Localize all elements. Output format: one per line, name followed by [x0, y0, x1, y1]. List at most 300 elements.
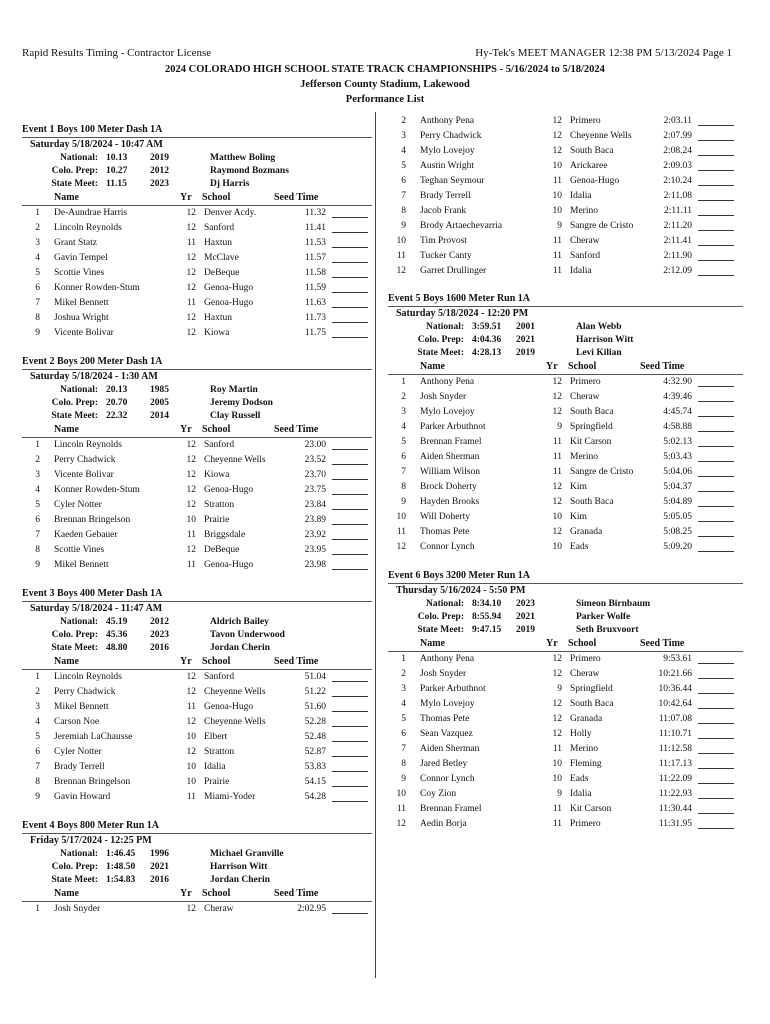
seed-time: 23.89: [304, 515, 326, 525]
write-in-line: [698, 452, 734, 462]
event-block: [22, 354, 372, 573]
school-name: Prairie: [204, 515, 230, 525]
table-row: [22, 790, 372, 805]
write-in-line: [332, 328, 368, 338]
table-row: [22, 236, 372, 251]
table-row: [388, 510, 743, 525]
seed-time: 5:05.05: [663, 512, 692, 522]
place-number: 12: [396, 819, 406, 829]
record-holder: Harrison Witt: [576, 335, 634, 345]
school-header: School: [202, 888, 231, 899]
record-mark: 1:54.83: [106, 875, 136, 885]
table-row: [388, 802, 743, 817]
athlete-year: 11: [186, 560, 196, 570]
athlete-year: 11: [186, 298, 196, 308]
athlete-year: 9: [557, 789, 562, 799]
write-in-line: [332, 500, 368, 510]
athlete-year: 11: [186, 792, 196, 802]
seed-time: 2:03.11: [663, 116, 692, 126]
place-number: 9: [401, 774, 406, 784]
write-in-line: [698, 819, 734, 829]
athlete-name: Brennan Framel: [420, 804, 482, 814]
license-text: Rapid Results Timing - Contractor License: [22, 47, 212, 59]
record-holder: Levi Kilian: [576, 348, 622, 358]
athlete-name: William Wilson: [420, 467, 481, 477]
record-year: 2014: [150, 411, 169, 421]
table-row: [22, 775, 372, 790]
write-in-line: [698, 714, 734, 724]
write-in-line: [332, 313, 368, 323]
seed-time: 51.22: [304, 687, 326, 697]
seed-time: 11.58: [304, 268, 326, 278]
athlete-year: 10: [552, 206, 562, 216]
school-name: Springfield: [570, 684, 613, 694]
school-name: Merino: [570, 452, 598, 462]
record-year: 2023: [516, 599, 535, 609]
column-header: [22, 423, 372, 438]
place-number: 6: [35, 283, 40, 293]
seed-time: 11:17.13: [658, 759, 692, 769]
table-row: [22, 700, 372, 715]
athlete-name: Cyler Notter: [54, 747, 102, 757]
write-in-line: [332, 268, 368, 278]
place-number: 4: [35, 485, 40, 495]
place-number: 6: [401, 452, 406, 462]
athlete-year: 10: [186, 762, 196, 772]
write-in-line: [698, 497, 734, 507]
write-in-line: [332, 470, 368, 480]
table-row: [388, 525, 743, 540]
place-number: 3: [35, 238, 40, 248]
place-number: 3: [35, 702, 40, 712]
athlete-name: Lincoln Reynolds: [54, 440, 122, 450]
place-number: 7: [35, 762, 40, 772]
yr-header: Yr: [180, 888, 192, 899]
athlete-name: Grant Statz: [54, 238, 98, 248]
session-time: Saturday 5/18/2024 - 10:47 AM: [22, 137, 372, 152]
event-title: Event 1 Boys 100 Meter Dash 1A: [22, 124, 163, 135]
athlete-year: 12: [552, 729, 562, 739]
write-in-line: [698, 512, 734, 522]
write-in-line: [332, 702, 368, 712]
athlete-name: Brady Terrell: [54, 762, 105, 772]
athlete-name: Mikel Bennett: [54, 702, 109, 712]
write-in-line: [332, 223, 368, 233]
athlete-name: Brennan Framel: [420, 437, 482, 447]
athlete-year: 12: [552, 654, 562, 664]
place-number: 3: [35, 470, 40, 480]
seed-time: 11:12.58: [658, 744, 692, 754]
write-in-line: [332, 777, 368, 787]
athlete-name: Vicente Bolivar: [54, 328, 114, 338]
table-row: [22, 528, 372, 543]
athlete-year: 11: [552, 236, 562, 246]
school-name: Sanford: [204, 223, 235, 233]
record-mark: 8:55.94: [472, 612, 502, 622]
table-row: [22, 715, 372, 730]
school-name: Primero: [570, 819, 601, 829]
athlete-name: Perry Chadwick: [54, 455, 116, 465]
school-name: Cheraw: [570, 392, 600, 402]
write-in-line: [698, 684, 734, 694]
meet-title: 2024 COLORADO HIGH SCHOOL STATE TRACK CHAMPIONSHIPS - 5/16/2024 to 5/18/2024: [165, 64, 605, 75]
athlete-year: 11: [186, 702, 196, 712]
table-row: [22, 468, 372, 483]
place-number: 12: [396, 266, 406, 276]
athlete-name: Josh Snyder: [420, 669, 467, 679]
school-name: Granada: [570, 714, 603, 724]
place-number: 9: [35, 792, 40, 802]
table-row: [388, 757, 743, 772]
record-year: 2005: [150, 398, 169, 408]
athlete-name: Kaeden Gebauer: [54, 530, 118, 540]
place-number: 4: [401, 699, 406, 709]
place-number: 10: [396, 512, 406, 522]
record-row: [22, 848, 372, 861]
place-number: 8: [35, 777, 40, 787]
athlete-year: 9: [557, 422, 562, 432]
record-holder: Roy Martin: [210, 385, 258, 395]
athlete-year: 11: [552, 266, 562, 276]
record-label: Colo. Prep:: [417, 612, 464, 622]
school-header: School: [202, 192, 231, 203]
school-name: Cheraw: [204, 904, 234, 914]
record-holder: Parker Wolfe: [576, 612, 631, 622]
seed-time: 4:39.46: [663, 392, 692, 402]
athlete-year: 11: [186, 238, 196, 248]
athlete-name: Anthony Pena: [420, 377, 475, 387]
place-number: 1: [401, 654, 406, 664]
seed-time: 10:21.66: [658, 669, 692, 679]
seed-time: 23.75: [304, 485, 326, 495]
write-in-line: [698, 804, 734, 814]
write-in-line: [698, 527, 734, 537]
athlete-year: 12: [186, 283, 196, 293]
column-header: [22, 887, 372, 902]
venue: Jefferson County Stadium, Lakewood: [300, 79, 470, 90]
table-row: [388, 667, 743, 682]
athlete-year: 11: [552, 251, 562, 261]
athlete-year: 11: [552, 744, 562, 754]
record-row: [388, 611, 743, 624]
record-year: 2012: [150, 617, 169, 627]
record-label: National:: [60, 153, 98, 163]
record-label: State Meet:: [417, 625, 464, 635]
column-header: [388, 637, 743, 652]
athlete-name: Aiden Sherman: [420, 744, 480, 754]
record-row: [22, 642, 372, 655]
table-row: [388, 772, 743, 787]
athlete-name: Parker Arbuthnot: [420, 684, 486, 694]
record-mark: 1:46.45: [106, 849, 136, 859]
athlete-name: Thomas Pete: [420, 714, 470, 724]
athlete-year: 12: [552, 527, 562, 537]
athlete-year: 10: [552, 542, 562, 552]
spacer: [388, 555, 743, 568]
record-row: [388, 334, 743, 347]
write-in-line: [698, 251, 734, 261]
seed-time: 11.53: [304, 238, 326, 248]
table-row: [388, 817, 743, 832]
record-year: 2001: [516, 322, 535, 332]
column-divider: [375, 112, 376, 978]
seed-time: 10:42.64: [658, 699, 692, 709]
school-name: Genoa-Hugo: [204, 702, 254, 712]
record-label: State Meet:: [51, 179, 98, 189]
place-number: 8: [401, 482, 406, 492]
seed-time: 54.28: [304, 792, 326, 802]
left-column: [22, 114, 372, 917]
place-number: 8: [35, 313, 40, 323]
record-year: 2023: [150, 179, 169, 189]
athlete-year: 12: [186, 717, 196, 727]
record-year: 2019: [516, 625, 535, 635]
school-name: Cheraw: [570, 669, 600, 679]
school-name: Sanford: [570, 251, 601, 261]
write-in-line: [698, 669, 734, 679]
place-number: 4: [35, 253, 40, 263]
record-year: 2019: [150, 153, 169, 163]
school-name: South Baca: [570, 146, 614, 156]
athlete-year: 12: [186, 747, 196, 757]
school-name: Sangre de Cristo: [570, 221, 634, 231]
school-header: School: [568, 638, 597, 649]
school-name: Sangre de Cristo: [570, 467, 634, 477]
school-name: Prairie: [204, 777, 230, 787]
place-number: 1: [35, 672, 40, 682]
seed-time: 2:11.11: [663, 206, 692, 216]
seed-time: 23.70: [304, 470, 326, 480]
school-name: Kiowa: [204, 328, 230, 338]
school-name: Miami-Yoder: [204, 792, 256, 802]
spacer: [22, 573, 372, 586]
athlete-name: Mylo Lovejoy: [420, 699, 475, 709]
athlete-year: 12: [186, 904, 196, 914]
athlete-year: 12: [186, 470, 196, 480]
athlete-year: 12: [552, 407, 562, 417]
seed-header: Seed Time: [274, 192, 319, 203]
seed-time: 2:02.95: [297, 904, 326, 914]
record-year: 2019: [516, 348, 535, 358]
write-in-line: [698, 437, 734, 447]
athlete-name: Coy Zion: [420, 789, 457, 799]
table-row: [22, 543, 372, 558]
seed-time: 11:31.95: [658, 819, 692, 829]
record-label: National:: [60, 617, 98, 627]
athlete-year: 12: [186, 313, 196, 323]
athlete-year: 12: [552, 714, 562, 724]
record-year: 2021: [516, 335, 535, 345]
table-row: [388, 787, 743, 802]
seed-time: 51.60: [304, 702, 326, 712]
write-in-line: [698, 131, 734, 141]
write-in-line: [698, 699, 734, 709]
school-name: Genoa-Hugo: [204, 283, 254, 293]
record-row: [22, 397, 372, 410]
record-year: 2021: [516, 612, 535, 622]
write-in-line: [332, 792, 368, 802]
write-in-line: [698, 729, 734, 739]
athlete-year: 10: [552, 512, 562, 522]
school-name: Idalia: [570, 789, 592, 799]
event-title: Event 4 Boys 800 Meter Run 1A: [22, 820, 160, 831]
athlete-year: 10: [552, 191, 562, 201]
seed-time: 2:10.24: [663, 176, 692, 186]
record-mark: 10.13: [106, 153, 128, 163]
record-label: State Meet:: [51, 875, 98, 885]
place-number: 6: [35, 515, 40, 525]
record-row: [388, 347, 743, 360]
table-row: [388, 697, 743, 712]
school-name: Cheyenne Wells: [204, 687, 266, 697]
place-number: 10: [396, 236, 406, 246]
table-row: [388, 450, 743, 465]
record-label: National:: [60, 385, 98, 395]
record-year: 2012: [150, 166, 169, 176]
record-mark: 20.13: [106, 385, 128, 395]
seed-time: 11.63: [304, 298, 326, 308]
write-in-line: [698, 654, 734, 664]
athlete-year: 11: [552, 176, 562, 186]
school-name: Kim: [570, 482, 587, 492]
write-in-line: [698, 161, 734, 171]
school-name: Stratton: [204, 747, 235, 757]
school-name: Primero: [570, 116, 601, 126]
athlete-name: Joshua Wright: [54, 313, 109, 323]
athlete-name: De-Aundrae Harris: [54, 208, 128, 218]
seed-time: 23.52: [304, 455, 326, 465]
record-year: 1996: [150, 849, 169, 859]
athlete-name: Will Doherty: [420, 512, 471, 522]
athlete-year: 12: [186, 268, 196, 278]
athlete-year: 11: [186, 530, 196, 540]
event-title: Event 6 Boys 3200 Meter Run 1A: [388, 570, 531, 581]
athlete-name: Mikel Bennett: [54, 298, 109, 308]
athlete-name: Parker Arbuthnot: [420, 422, 486, 432]
place-number: 11: [396, 804, 406, 814]
record-holder: Jeremy Dodson: [210, 398, 273, 408]
school-name: Cheyenne Wells: [204, 455, 266, 465]
athlete-year: 10: [552, 759, 562, 769]
seed-time: 11.41: [304, 223, 326, 233]
school-name: Briggsdale: [204, 530, 246, 540]
school-name: Idalia: [570, 266, 592, 276]
school-name: Idalia: [204, 762, 226, 772]
column-header: [388, 360, 743, 375]
seed-time: 5:08.25: [663, 527, 692, 537]
table-row: [22, 745, 372, 760]
athlete-name: Jared Betley: [420, 759, 468, 769]
athlete-name: Scottie Vines: [54, 268, 105, 278]
athlete-year: 9: [557, 684, 562, 694]
place-number: 7: [401, 191, 406, 201]
record-holder: Simeon Birnbaum: [576, 599, 651, 609]
event-title: Event 3 Boys 400 Meter Dash 1A: [22, 588, 163, 599]
spacer: [22, 341, 372, 354]
record-holder: Jordan Cherin: [210, 643, 270, 653]
table-row: [388, 480, 743, 495]
school-name: Denver Acdy.: [204, 208, 257, 218]
record-label: Colo. Prep:: [51, 166, 98, 176]
record-mark: 3:59.51: [472, 322, 502, 332]
write-in-line: [332, 283, 368, 293]
place-number: 3: [401, 684, 406, 694]
yr-header: Yr: [180, 656, 192, 667]
athlete-year: 12: [552, 699, 562, 709]
yr-header: Yr: [180, 424, 192, 435]
record-holder: Michael Granville: [210, 849, 284, 859]
athlete-year: 9: [557, 221, 562, 231]
record-mark: 4:04.36: [472, 335, 502, 345]
write-in-line: [332, 455, 368, 465]
record-holder: Tavon Underwood: [210, 630, 285, 640]
seed-time: 23.92: [304, 530, 326, 540]
write-in-line: [698, 266, 734, 276]
seed-time: 23.95: [304, 545, 326, 555]
table-row: [388, 129, 743, 144]
write-in-line: [698, 236, 734, 246]
name-header: Name: [420, 638, 445, 649]
write-in-line: [698, 146, 734, 156]
seed-time: 4:45.74: [663, 407, 692, 417]
record-holder: Dj Harris: [210, 179, 250, 189]
write-in-line: [332, 515, 368, 525]
record-holder: Raymond Bozmans: [210, 166, 289, 176]
record-row: [22, 410, 372, 423]
school-name: DeBeque: [204, 545, 240, 555]
place-number: 7: [35, 530, 40, 540]
seed-time: 5:04.06: [663, 467, 692, 477]
write-in-line: [698, 789, 734, 799]
yr-header: Yr: [546, 638, 558, 649]
write-in-line: [332, 298, 368, 308]
athlete-year: 10: [552, 774, 562, 784]
athlete-year: 12: [186, 208, 196, 218]
table-row: [388, 189, 743, 204]
school-name: Kiowa: [204, 470, 230, 480]
place-number: 9: [35, 328, 40, 338]
seed-time: 2:11.41: [663, 236, 692, 246]
record-row: [22, 629, 372, 642]
seed-header: Seed Time: [274, 656, 319, 667]
record-mark: 45.36: [106, 630, 128, 640]
athlete-year: 12: [186, 328, 196, 338]
school-name: Stratton: [204, 500, 235, 510]
write-in-line: [332, 530, 368, 540]
seed-time: 11.59: [304, 283, 326, 293]
name-header: Name: [54, 888, 79, 899]
record-mark: 20.70: [106, 398, 128, 408]
table-row: [388, 727, 743, 742]
school-name: Sanford: [204, 672, 235, 682]
school-name: Eads: [570, 542, 589, 552]
school-name: Sanford: [204, 440, 235, 450]
session-time: Saturday 5/18/2024 - 1:30 AM: [22, 369, 372, 384]
write-in-line: [698, 407, 734, 417]
athlete-year: 12: [186, 440, 196, 450]
table-row: [22, 760, 372, 775]
write-in-line: [332, 208, 368, 218]
record-mark: 48.80: [106, 643, 128, 653]
record-mark: 45.19: [106, 617, 128, 627]
spacer: [388, 279, 743, 291]
athlete-name: Gavin Howard: [54, 792, 111, 802]
place-number: 5: [401, 437, 406, 447]
athlete-year: 10: [186, 732, 196, 742]
place-number: 11: [396, 251, 406, 261]
place-number: 8: [401, 206, 406, 216]
table-row: [388, 219, 743, 234]
